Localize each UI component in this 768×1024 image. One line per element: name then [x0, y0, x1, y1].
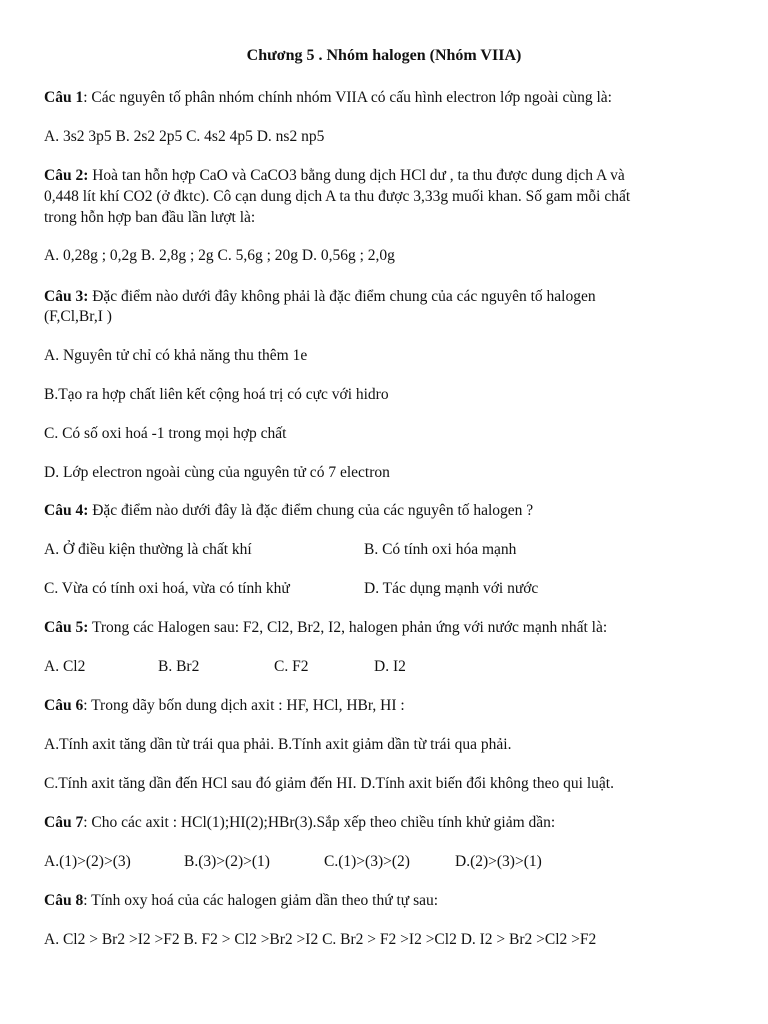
question-2	[44, 165, 625, 186]
question-text: : Các nguyên tố phân nhóm chính nhóm VIIA có cấu hình electron lớp ngoài cùng là:	[83, 89, 612, 106]
question-4	[44, 500, 533, 521]
question-7-option-c: C.(1)>(3)>(2)	[324, 853, 410, 870]
question-3	[44, 286, 596, 307]
question-1	[44, 87, 612, 108]
question-7-option-b: B.(3)>(2)>(1)	[184, 853, 270, 870]
question-5-option-b: B. Br2	[158, 658, 200, 675]
question-1-options: A. 3s2 3p5 B. 2s2 2p5 C. 4s2 4p5 D. ns2 np5	[44, 128, 325, 145]
question-text: : Cho các axit : HCl(1);HI(2);HBr(3).Sắp xếp theo chiều tính khử giảm dần:	[83, 814, 556, 831]
question-4-option-d: D. Tác dụng mạnh với nước	[364, 580, 539, 597]
question-text: : Tính oxy hoá của các halogen giảm dần theo thứ tự sau:	[83, 892, 439, 909]
page-title: Chương 5 . Nhóm halogen (Nhóm VIIA)	[246, 47, 522, 64]
question-7-option-a: A.(1)>(2)>(3)	[44, 853, 131, 870]
question-text: Đặc điểm nào dưới đây là đặc điểm chung của các nguyên tố halogen ?	[88, 502, 534, 519]
question-5	[44, 617, 607, 638]
question-3-option-a: A. Nguyên tử chỉ có khả năng thu thêm 1e	[44, 347, 308, 364]
question-label: Câu 7	[44, 814, 84, 831]
question-3-option-c: C. Có số oxi hoá -1 trong mọi hợp chất	[44, 425, 287, 442]
question-label: Câu 5:	[44, 619, 89, 636]
question-8	[44, 890, 438, 911]
question-label: Câu 4:	[44, 502, 89, 519]
question-4-option-a: A. Ở điều kiện thường là chất khí	[44, 541, 252, 558]
question-label: Câu 2:	[44, 167, 89, 184]
question-3-text-line-2: (F,Cl,Br,I )	[44, 308, 112, 325]
question-5-option-c: C. F2	[274, 658, 309, 675]
question-4-option-c: C. Vừa có tính oxi hoá, vừa có tính khử	[44, 580, 290, 597]
question-label: Câu 1	[44, 89, 84, 106]
question-label: Câu 3:	[44, 288, 89, 305]
question-5-option-a: A. Cl2	[44, 658, 86, 675]
question-6-options-line-1: A.Tính axit tăng dần từ trái qua phải. B.Tính axit giảm dần từ trái qua phải.	[44, 736, 512, 753]
question-3-option-d: D. Lớp electron ngoài cùng của nguyên tử có 7 electron	[44, 464, 390, 481]
question-2-text-line-2: 0,448 lít khí CO2 (ở đktc). Cô cạn dung dịch A ta thu được 3,33g muối khan. Số gam mỗi chất	[44, 188, 631, 205]
question-7-option-d: D.(2)>(3)>(1)	[455, 853, 542, 870]
question-5-option-d: D. I2	[374, 658, 406, 675]
question-4-option-b: B. Có tính oxi hóa mạnh	[364, 541, 517, 558]
question-text: Hoà tan hỗn hợp CaO và CaCO3 bằng dung dịch HCl dư , ta thu được dung dịch A và	[88, 167, 625, 184]
question-text: Trong các Halogen sau: F2, Cl2, Br2, I2, halogen phản ứng với nước mạnh nhất là:	[88, 619, 608, 636]
question-8-options: A. Cl2 > Br2 >I2 >F2 B. F2 > Cl2 >Br2 >I2 C. Br2 > F2 >I2 >Cl2 D. I2 > Br2 >Cl2 >F2	[44, 931, 597, 948]
question-6-options-line-2: C.Tính axit tăng dần đến HCl sau đó giảm đến HI. D.Tính axit biến đổi không theo qui luật.	[44, 775, 614, 792]
question-3-option-b: B.Tạo ra hợp chất liên kết cộng hoá trị có cực với hidro	[44, 386, 389, 403]
question-text: Đặc điểm nào dưới đây không phải là đặc điểm chung của các nguyên tố halogen	[88, 288, 596, 305]
question-7	[44, 812, 555, 833]
question-2-options: A. 0,28g ; 0,2g B. 2,8g ; 2g C. 5,6g ; 20g D. 0,56g ; 2,0g	[44, 247, 395, 264]
question-text: : Trong dãy bốn dung dịch axit : HF, HCl, HBr, HI :	[83, 697, 405, 714]
question-label: Câu 6	[44, 697, 84, 714]
question-label: Câu 8	[44, 892, 84, 909]
question-6	[44, 695, 405, 716]
question-2-text-line-3: trong hỗn hợp ban đầu lần lượt là:	[44, 209, 256, 226]
